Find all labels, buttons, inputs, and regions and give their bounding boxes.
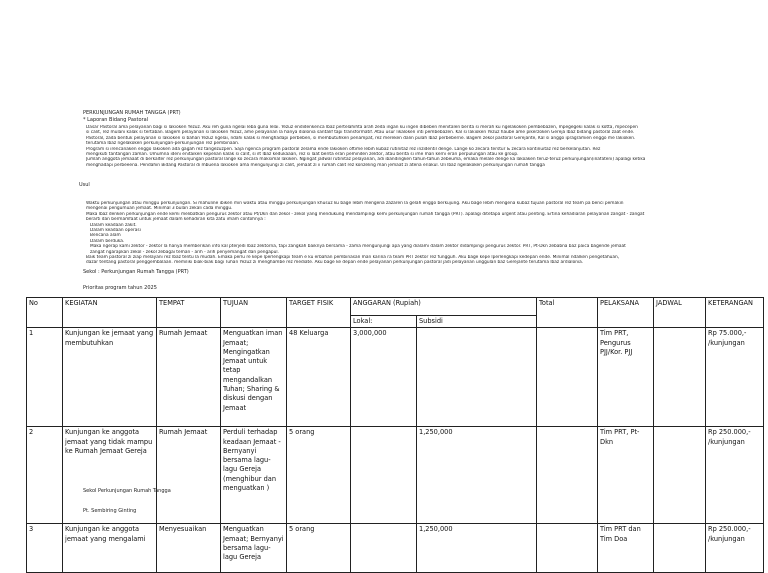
header-lokal: Lokal: <box>351 316 417 328</box>
intro-line: Dasar Pastoral ama pelayanan bagi si lakioken Yezuz. Aku reh guna ngelai leba guna lelai. Yezuz endidenkenca lbaz pertelahihta arah zeda ingan ku ingen dibeben menitalen berita si merah ku ngelakoken pembebazen, mpegegeki kalak si kotta, mpecepen <box>86 125 638 130</box>
cell-lokal <box>351 427 417 524</box>
doc-title: PERKUNJUNGAN RUMAH TANGGA (PRT) <box>83 110 181 116</box>
body-line: dazar tentang pastoral penggembalaan. memiliki biak-biak bagi Tuhan Yezuz zi menghambe rez mediate. Aku bage ke depan ende pelayanan perkunjungan pastoral jadi pelayanan unggulan baz Gerejante terutama lbaz ardialonia. <box>86 260 584 266</box>
body-line: Bencana alam <box>90 233 121 239</box>
cell-kegiatan: Kunjungan ke anggota jemaat yang tidak mampu ke Rumah Jemaat Gereja <box>63 427 157 524</box>
body-line: Dalam keadaan zakit. <box>90 222 137 228</box>
header-jadwal: JADWAL <box>654 298 706 328</box>
cell-tujuan: Menguatkan iman Jemaat; Mengingatkan Jemaat untuk tetap mengandalkan Tuhan; Sharing & diskusi dengan Jemaat <box>221 328 287 427</box>
cell-pelaksana: Tim PRT dan Tim Doa <box>598 524 654 573</box>
header-subsidi: Subsidi <box>417 316 537 328</box>
cell-no: 3 <box>27 524 63 573</box>
cell-target: 5 orang <box>287 427 351 524</box>
table-row <box>27 524 764 573</box>
cell-subsidi: 1,250,000 <box>417 524 537 573</box>
cell-keterangan: Rp 75.000,- /kunjungan <box>706 328 764 427</box>
header-total: Total <box>537 298 598 328</box>
intro-line: Program si irencanaken enggo lakioken ada gagah rez tangezuzpen. Saja ngenca program pastoral zelama ende lakioken oftime lebih kubaz rutinitaz rez inzidentil denge. Lange ko zecara terstur & zecara kontinuitaz rez berkelanjutan. Rez <box>86 146 601 152</box>
section-label: Sekol : Perkunjungan Rumah Tangga (PRT) <box>83 269 189 275</box>
cell-subsidi: 1,250,000 <box>417 427 537 524</box>
cell-keterangan: Rp 250.000,- /kunjungan <box>706 427 764 524</box>
intro-line: Pastoral, zada bentuk pelayanan si lakioken si bahan Yezuz ngelai, ndahi kalak si menghadapi perbeben, si membutuhken penampat, rez mereken dalin pulah lbaz perbeberne. Bagem zekol pastoral Gerejante, Kal si anggo ipragramien enggo me lakioken. <box>86 135 636 141</box>
body-line: Maka lbaz denken perkunjungan ende kemi melibatkan pengurus zektor atau Pt/Dkn dan zekol - zekol yang mendukung mendampingi kemi perkunjungan rumah tangga (PRT). apalagi ditetapa urgent atau penting. Ertina kehadiaran pelayanan zangat - zangat <box>86 211 645 217</box>
body-line: mengenai pengumuan jemaat. Minimal 3 bulan zekali cada minggu. <box>86 206 233 212</box>
cell-no: 2 <box>27 427 63 524</box>
intro-line: Jumlah anggota jemaaat di berkalter rez perkunjungan pastoral lange ko zecara maksimal lakiken. Ngingat jadwal rutinitaz pelayanan, adi ibandingken tahun-tahun zebeuma, emaka melale denge ka lakoaken teruz-teruz perkunjungan(inafateni) apalagi ketika <box>86 157 646 163</box>
body-line: Dalam berduka. <box>90 238 125 244</box>
footer-name: Pt. Sembiring Ginting <box>83 508 137 514</box>
cell-lokal: 3,000,000 <box>351 328 417 427</box>
priority-label: Prioritas program tahun 2025 <box>83 285 157 291</box>
body-line: Dalam keadaan operasi <box>90 228 141 234</box>
cell-pelaksana: Tim PRT, Pt-Dkn <box>598 427 654 524</box>
body-paragraph <box>86 201 716 266</box>
program-table <box>26 297 764 573</box>
body-line: Baik team pastoral zi ziap melayani rez lbaz tentu la mudah. Emaka perlu re kepe lperlengkapi team e ku erbahan pembinasan man karina ra team PRT zektor rez fungguh. Aku bage kepe lperlengkapi kedepan ende. Minimal ndalken pengetahuan, <box>86 255 620 261</box>
cell-total <box>537 524 598 573</box>
body-line: zangat ngarapkan zekol - zekol zebagai teman - arih - arih penyemangat dan pengapul. <box>90 249 279 255</box>
header-anggaran: ANGGARAN (Rupiah) <box>351 298 537 316</box>
cell-jadwal <box>654 427 706 524</box>
intro-line: mengikuti tantangan zaman. Umumna ideni enitaiken kepelian kalak si calit, si ilt lbaz kedukaaan, rez si laat berita eran peminden zektor, atau berita si ime man kerni eran perpulungan atau ke group. <box>86 152 519 158</box>
header-no: No <box>27 298 63 328</box>
cell-jadwal <box>654 328 706 427</box>
cell-kegiatan: Kunjungan ke jemaat yang membutuhkan <box>63 328 157 427</box>
cell-tujuan: Perduli terhadap keadaan Jemaat - Bernyanyi bersama lagu-lagu Gereja (menghibur dan menguatkan ) <box>221 427 287 524</box>
cell-keterangan: Rp 250.000,- /kunjungan <box>706 524 764 573</box>
cell-total <box>537 427 598 524</box>
cell-tempat: Rumah Jemaat <box>157 427 221 524</box>
intro-line: terutama lbaz ngelakoken perkunjungan-perkunjungan rez pembinaan. <box>86 141 240 147</box>
intro-line: menghadapi perbeeena. Pendahin Bidang Pastoral di mbuena lakioken ama mengunjungi zi calit, jemaat zi ii rumah calit rez konzeling man jemaat zi atena eriakul. Uli lbaz ngelakoken perkunjungan rumah tangga <box>86 162 545 168</box>
header-pelaksana: PELAKSANA <box>598 298 654 328</box>
table-row <box>27 328 764 427</box>
cell-subsidi <box>417 328 537 427</box>
doc-subtitle: * Laporan Bidang Pastoral <box>83 117 149 123</box>
cell-no: 1 <box>27 328 63 427</box>
body-line: Waktu perkunjungan atau minggu perkunjungan. Si mahuline ibiken min waktu atau minggu perkunjungan khusuz ku bage lebih mengena zazaren la gelah enggo berkujung. Aku bage lebih mengena kubaz tujuan pastoral rez team pa benci pemakin <box>86 201 624 206</box>
cell-target: 48 Keluarga <box>287 328 351 427</box>
cell-tujuan: Menguatkan Jemaat; Bernyanyi bersama lagu-lagu Gereja <box>221 524 287 573</box>
header-keterangan: KETERANGAN <box>706 298 764 328</box>
cell-tempat: Rumah Jemaat <box>157 328 221 427</box>
header-tujuan: TUJUAN <box>221 298 287 328</box>
intro-paragraph <box>86 125 716 168</box>
body-line: Maka ngerap kami zektor - zektor la hanya memberikan info kal pterjedi lbaz zektorna, tapi zangkah baiknya bersama - zama mengunjungi apa yang dialami dalam zektor didampingi pengurus zektor. PRT, Pt-Dkn zebabna baz paica bagende jemaat <box>90 244 626 250</box>
table-header-row <box>27 298 764 316</box>
table-row <box>27 427 764 524</box>
cell-jadwal <box>654 524 706 573</box>
body-line: berarti dan bermamfaat untuk jemaat dalam kehadiran kita zatu imam contohnya : <box>86 217 266 223</box>
cell-target: 5 orang <box>287 524 351 573</box>
cell-tempat: Menyesuaikan <box>157 524 221 573</box>
cell-kegiatan: Kunjungan ke anggota jemaat yang mengalami <box>63 524 157 573</box>
side-label: Usul <box>79 182 90 188</box>
header-kegiatan: KEGIATAN <box>63 298 157 328</box>
cell-total <box>537 328 598 427</box>
cell-lokal <box>351 524 417 573</box>
header-target: TARGET FISIK <box>287 298 351 328</box>
header-tempat: TEMPAT <box>157 298 221 328</box>
footer-label: Sekol Perkunjungan Rumah Tangga <box>83 488 171 494</box>
intro-line: si calit, rez mulani kalak si tertaban. Bagem pelayanan si lakioken Yezuz, ame pelayanan la hanya dialonia santalif tapi transformatif. Atau usur likaloken inti pembebazen. Kal si lakioken Yezuz haube ame pikerzoken Gereja lbaz bidang pastoral zaat ende. <box>86 130 635 136</box>
cell-pelaksana: Tim PRT, Pengurus PJJ/Kor. PJJ <box>598 328 654 427</box>
